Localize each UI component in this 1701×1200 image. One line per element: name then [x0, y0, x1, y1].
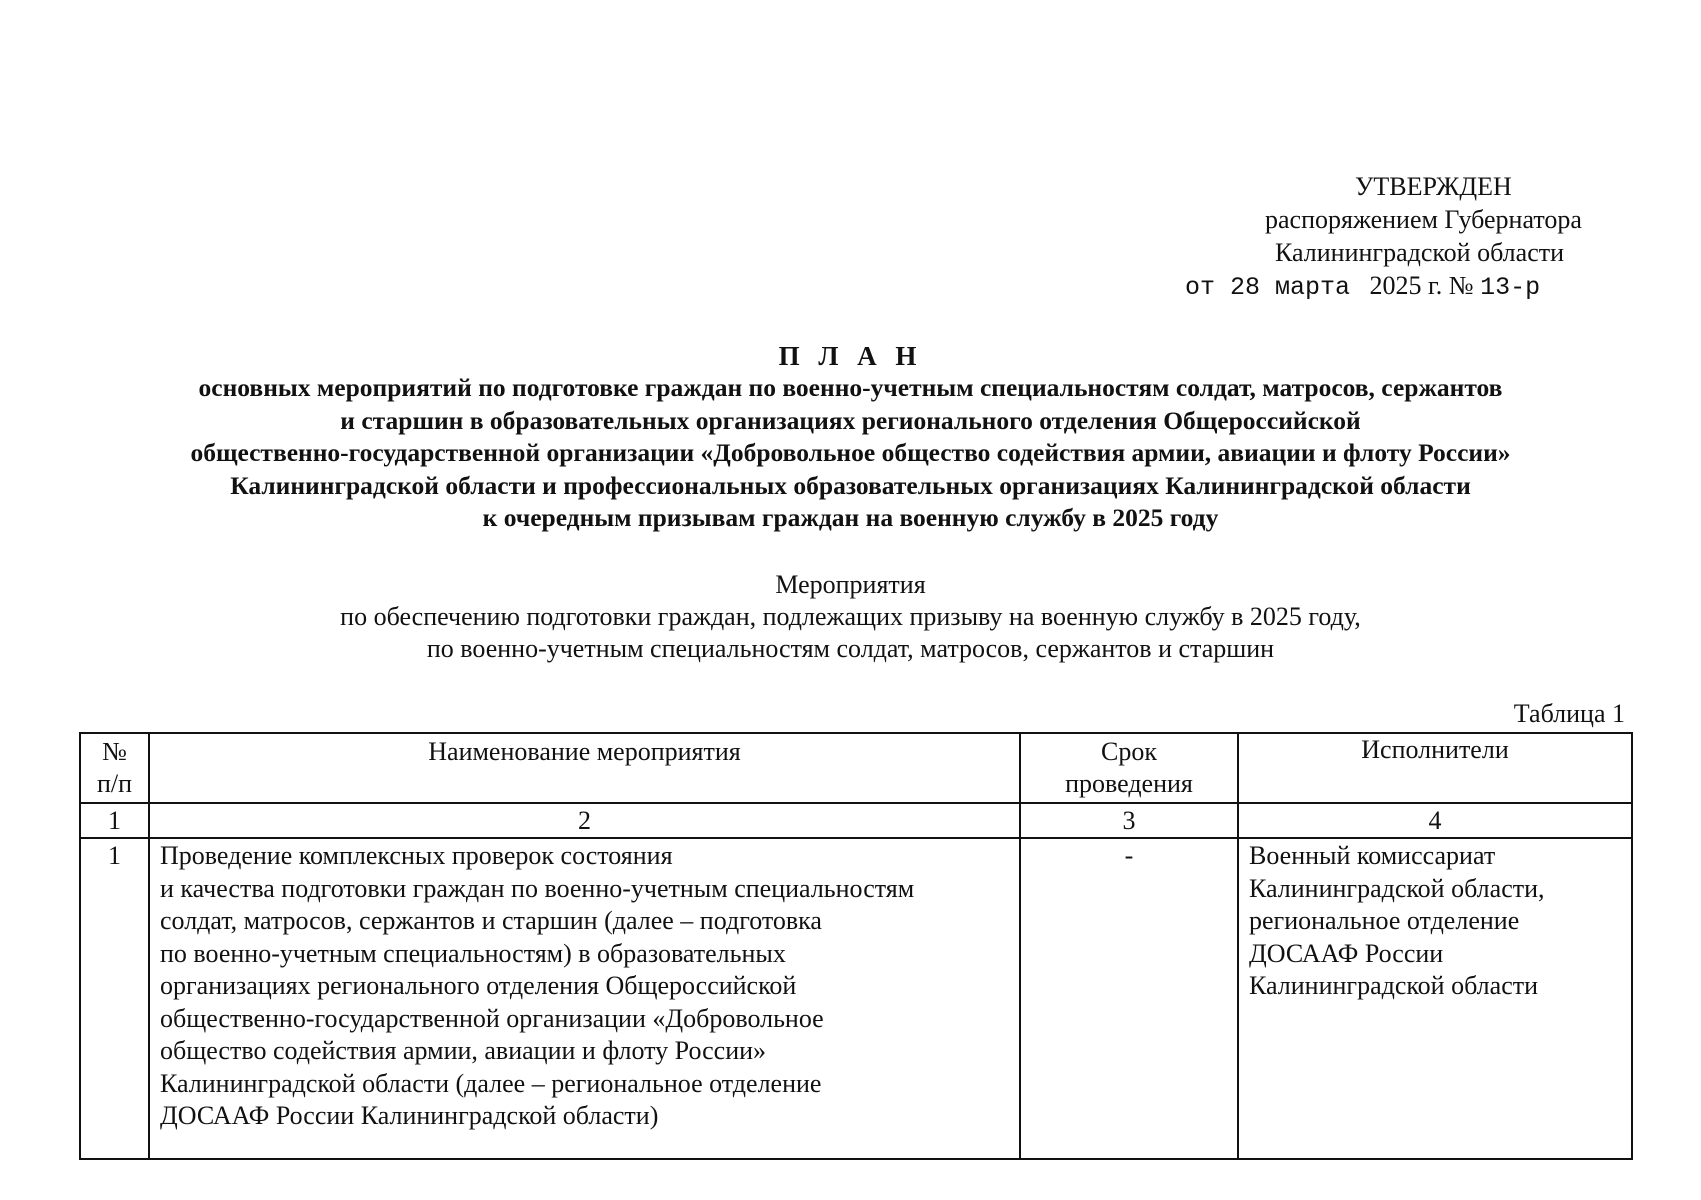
executor-line: ДОСААФ России — [1249, 938, 1444, 968]
event-name-line: общество содействия армии, авиации и флоту России» — [160, 1036, 767, 1065]
approval-date-line — [1185, 269, 1540, 304]
plan-subtitle-line: и старшин в образовательных организациях регионального отделения Общероссийской — [340, 405, 1361, 435]
approved-by-order: распоряжением Губернатора — [1265, 205, 1582, 234]
header-name: Наименование мероприятия — [149, 733, 1020, 803]
plan-subtitle-line: Калининградской области и профессиональных образовательных организациях Калининградской области — [230, 470, 1471, 500]
header-term-line: проведения — [1065, 769, 1193, 798]
executor-line: региональное отделение — [1249, 906, 1520, 935]
column-number: 4 — [1238, 803, 1632, 838]
event-name-line: по военно-учетным специальностям) в образовательных — [160, 938, 786, 968]
approved-label: УТВЕРЖДЕН — [1355, 172, 1512, 201]
approval-date: от 28 марта — [1185, 273, 1351, 302]
events-description-line: по военно-учетным специальностям солдат, матросов, сержантов и старшин — [426, 634, 1275, 663]
events-section-heading — [0, 569, 1701, 665]
header-term — [1020, 733, 1238, 803]
table-number-label: Таблица 1 — [1513, 699, 1625, 728]
approval-order-number: 13-р — [1480, 273, 1541, 302]
column-number: 2 — [149, 803, 1020, 838]
plan-subtitle-line: к очередным призывам граждан на военную службу в 2025 году — [482, 503, 1219, 532]
executor-line: Калининградской области, — [1249, 873, 1545, 903]
table-row — [80, 838, 1632, 1159]
event-name-line: и качества подготовки граждан по военно-учетным специальностям — [160, 873, 915, 903]
executor-line: Военный комиссариат — [1249, 841, 1496, 870]
event-name-line: ДОСААФ России Калининградской области) — [160, 1101, 659, 1130]
header-term-line: Срок — [1101, 737, 1157, 766]
event-name-line: солдат, матросов, сержантов и старшин (далее – подготовка — [160, 906, 822, 935]
header-num — [80, 733, 149, 803]
column-number-row — [80, 803, 1632, 838]
table-header-row — [80, 733, 1632, 803]
plan-subtitle — [0, 372, 1701, 535]
event-name-line: общественно-государственной организации «Добровольное — [160, 1003, 824, 1033]
event-name-line: Проведение комплексных проверок состояния — [160, 841, 673, 870]
row-number: 1 — [80, 838, 149, 1159]
event-term: - — [1020, 838, 1238, 1159]
event-name-line: Калининградской области (далее – региональное отделение — [160, 1068, 822, 1098]
executor-line: Калининградской области — [1249, 971, 1539, 1000]
plan-subtitle-line: общественно-государственной организации «Добровольное общество содействия армии, авиации и флоту России» — [190, 438, 1511, 467]
header-executors: Исполнители — [1238, 733, 1632, 803]
column-number: 3 — [1020, 803, 1238, 838]
event-executors — [1238, 838, 1632, 1159]
event-name — [149, 838, 1020, 1159]
plan-subtitle-line: основных мероприятий по подготовке граждан по военно-учетным специальностям солдат, матросов, сержантов — [198, 373, 1503, 402]
header-num-line: № — [102, 737, 127, 766]
approved-region: Калининградской области — [1275, 238, 1565, 267]
event-name-line: организациях регионального отделения Общероссийской — [160, 971, 797, 1000]
events-description-line: по обеспечению подготовки граждан, подлежащих призыву на военную службу в 2025 году, — [340, 602, 1361, 631]
events-table — [79, 732, 1633, 1160]
header-num-line: п/п — [96, 769, 133, 798]
plan-title: П Л А Н — [778, 341, 923, 371]
approval-year: 2025 г. № — [1369, 271, 1474, 300]
column-number: 1 — [80, 803, 149, 838]
events-heading-title: Мероприятия — [775, 570, 926, 599]
